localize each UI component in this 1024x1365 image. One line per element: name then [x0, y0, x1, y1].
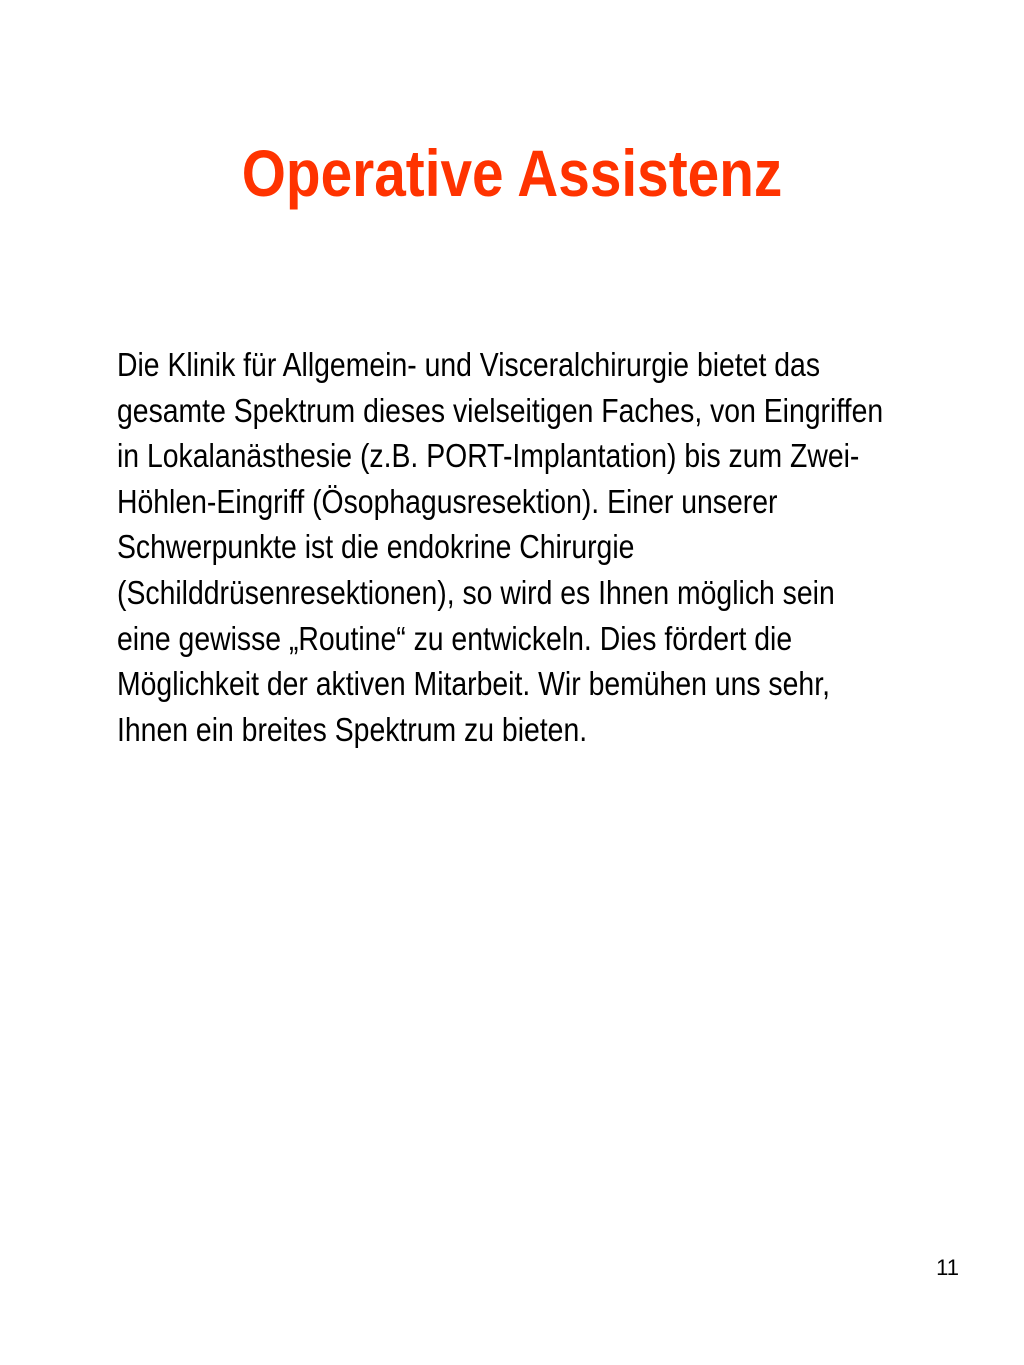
body-line: eine gewisse „Routine“ zu entwickeln. Dies fördert die [117, 619, 793, 657]
body-line: Die Klinik für Allgemein- und Visceralchirurgie bietet das [117, 346, 821, 383]
body-line: Ihnen ein breites Spektrum zu bieten. [117, 710, 588, 748]
page-title: Operative Assistenz [241, 136, 783, 210]
body-line: gesamte Spektrum dieses vielseitigen Faches, von Eingriffen [117, 391, 884, 429]
body-line: Höhlen-Eingriff (Ösophagusresektion). Einer unserer [117, 482, 778, 520]
body-line: (Schilddrüsenresektionen), so wird es Ihnen möglich sein [117, 573, 835, 611]
body-line: Schwerpunkte ist die endokrine Chirurgie [117, 528, 635, 566]
page-number: 11 [936, 1255, 959, 1280]
body-line: Möglichkeit der aktiven Mitarbeit. Wir bemühen uns sehr, [117, 665, 830, 703]
body-paragraph [117, 342, 977, 752]
body-line: in Lokalanästhesie (z.B. PORT-Implantation) bis zum Zwei- [117, 437, 860, 475]
